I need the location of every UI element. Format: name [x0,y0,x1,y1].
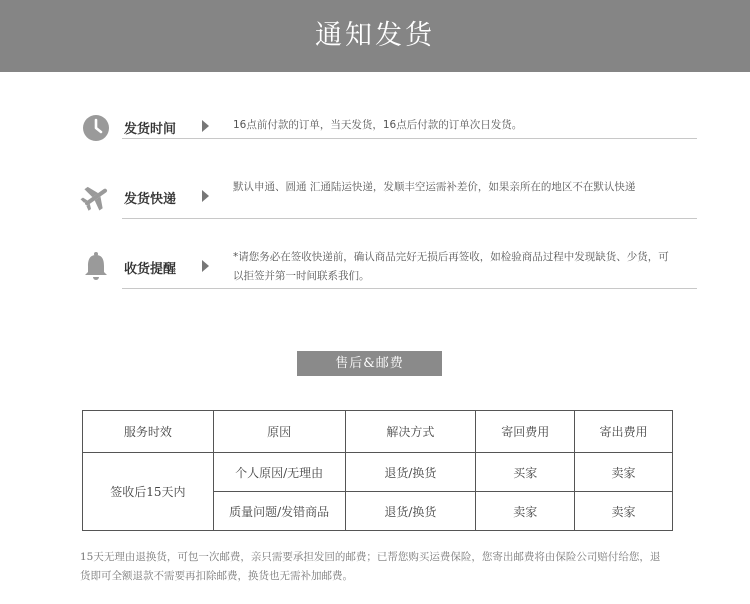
notice-text: *请您务必在签收快递前，确认商品完好无损后再签收，如检验商品过程中发现缺货、少货，可以拒签并第一时间联系我们。 [233,251,669,282]
send-fee-cell: 卖家 [575,453,673,492]
reason-cell: 个人原因/无理由 [213,453,345,492]
service-period-cell: 签收后15天内 [83,453,214,531]
table-header: 寄出费用 [575,411,673,453]
table-header: 解决方式 [345,411,476,453]
table-row [83,453,673,492]
notice-shipping-express [80,178,700,220]
table-header: 寄回费用 [476,411,575,453]
notice-title: 收货提醒 [124,262,177,277]
send-fee-cell: 卖家 [575,492,673,531]
solution-cell: 退货/换货 [345,492,476,531]
section-title-after-sales: 售后&邮费 [297,351,442,376]
notice-receipt-reminder [80,248,700,290]
airplane-icon [80,181,112,213]
return-fee-cell: 卖家 [476,492,575,531]
arrow-right-icon [202,190,209,202]
return-fee-cell: 买家 [476,453,575,492]
divider [122,288,697,289]
bell-icon [80,250,112,282]
banner-title: 通知发货 [315,20,435,51]
reason-cell: 质量问题/发错商品 [213,492,345,531]
arrow-right-icon [202,120,209,132]
table-header: 原因 [213,411,345,453]
footnote-text: 15天无理由退换货，可包一次邮费，亲只需要承担发回的邮费；已帮您购买运费保险，您寄出邮费将由保险公司赔付给您，退货即可全额退款不需要再扣除邮费，换货也无需补加邮费。 [80,551,661,582]
solution-cell: 退货/换货 [345,453,476,492]
notice-shipping-time [80,110,700,140]
notice-text: 默认申通、圆通 汇通陆运快递，发顺丰空运需补差价，如果亲所在的地区不在默认快递 [233,181,636,193]
table-header-row [83,411,673,453]
notice-title: 发货时间 [124,122,177,137]
after-sales-policy-table [82,410,673,531]
clock-icon [80,112,112,144]
table-header: 服务时效 [83,411,214,453]
notice-title: 发货快递 [124,192,177,207]
notice-text: 16点前付款的订单，当天发货，16点后付款的订单次日发货。 [233,119,523,131]
divider [122,138,697,139]
header-banner [0,0,750,72]
arrow-right-icon [202,260,209,272]
divider [122,218,697,219]
